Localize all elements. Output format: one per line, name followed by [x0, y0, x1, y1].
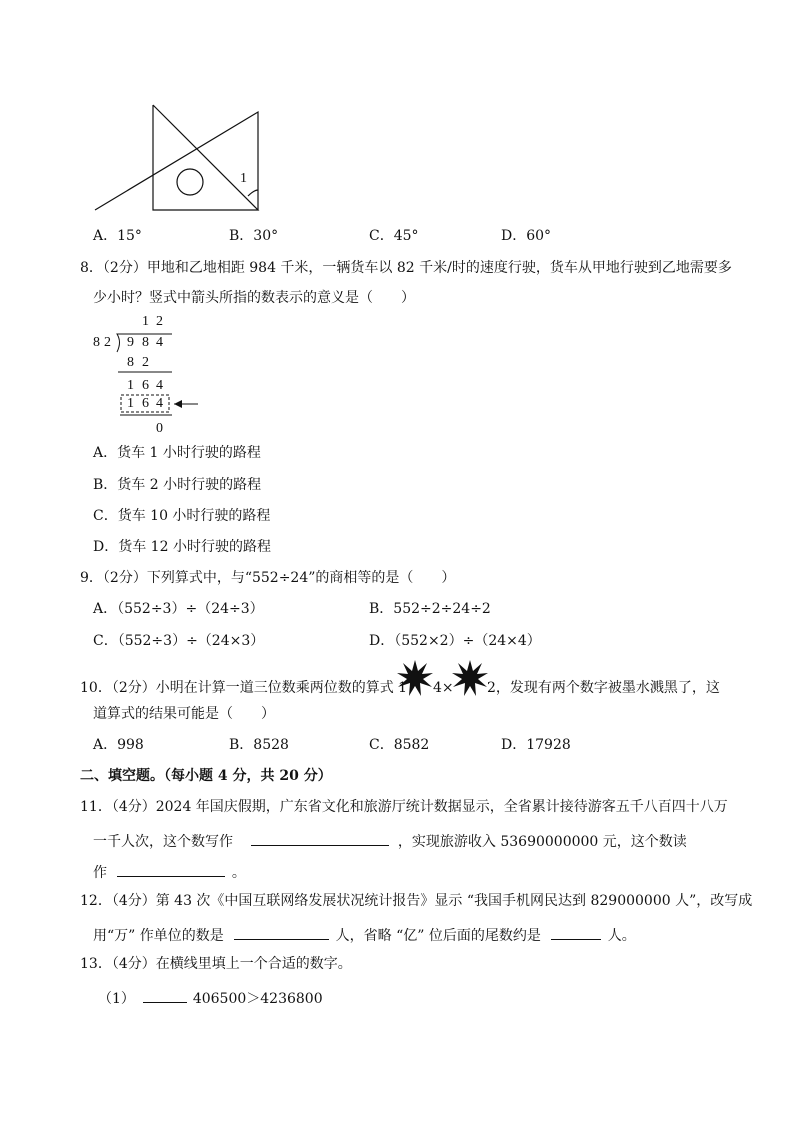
q11-stem-line2 [93, 832, 687, 849]
q11-answer-blank-1[interactable] [251, 832, 389, 846]
q10-option-c[interactable]: C．8582 [369, 737, 430, 753]
q11-text: 一千人次，这个数写作 [93, 834, 233, 850]
q12-answer-blank-2[interactable] [551, 926, 601, 940]
q11-text: 作 [93, 865, 107, 881]
q10-option-a[interactable]: A．998 [93, 737, 144, 753]
set-square-hole [177, 169, 203, 195]
q8-option-a[interactable]: A．货车 1 小时行驶的路程 [93, 445, 261, 461]
q9-stem: 9．（2分）下列算式中，与“552÷24”的商相等的是（ ） [80, 570, 456, 586]
q13-part1-expression: 406500＞4236800 [192, 991, 323, 1007]
q8-option-b[interactable]: B．货车 2 小时行驶的路程 [93, 477, 262, 493]
step2-digit: 1 [127, 378, 134, 393]
step1-digit: 8 [127, 355, 134, 370]
q7-option-b[interactable]: B．30° [229, 228, 279, 244]
q13-part1 [98, 989, 323, 1006]
q10-stem-part3: 2，发现有两个数字被墨水溅黑了，这 [487, 680, 720, 696]
q9-option-b[interactable]: B．552÷2÷24÷2 [369, 601, 491, 617]
q10-option-b[interactable]: B．8528 [229, 737, 289, 753]
step2-digit: 4 [156, 378, 163, 393]
step2-digit: 6 [142, 378, 149, 393]
q7-option-d[interactable]: D．60° [501, 228, 552, 244]
q11-stem-line1: 11．（4分）2024 年国庆假期，广东省文化和旅游厅统计数据显示，全省累计接待游客五千八百四十八万 [80, 799, 728, 815]
q7-option-c[interactable]: C．45° [369, 228, 419, 244]
step3-digit: 4 [156, 396, 163, 411]
q11-answer-blank-2[interactable] [117, 863, 225, 877]
q13-answer-blank-1[interactable] [143, 989, 187, 1003]
q11-text: ，实现旅游收入 53690000000 元，这个数读 [397, 834, 687, 850]
q13-part1-label: （1） [98, 991, 135, 1007]
q7-option-a[interactable]: A．15° [93, 228, 142, 244]
q12-text: 人，省略 “亿” 位后面的尾数约是 [335, 928, 541, 944]
remainder: 0 [156, 421, 163, 436]
q12-stem-line1: 12．（4分）第 43 次《中国互联网络发展状况统计报告》显示 “我国手机网民达到 829000000 人”，改写成 [80, 893, 753, 909]
q10-option-d[interactable]: D．17928 [501, 737, 571, 753]
step3-digit: 6 [142, 396, 149, 411]
triangle-figure [90, 100, 270, 215]
q8-option-d[interactable]: D．货车 12 小时行驶的路程 [93, 539, 271, 555]
q9-option-a[interactable]: A．（552÷3）÷（24÷3） [93, 601, 264, 617]
q11-text: 。 [231, 865, 246, 881]
q12-answer-blank-1[interactable] [234, 926, 329, 940]
section-title: 二、填空题。（每小题 4 分，共 20 分） [80, 768, 332, 784]
quotient-digit: 2 [156, 314, 163, 329]
q13-stem: 13．（4分）在横线里填上一个合适的数字。 [80, 956, 352, 972]
step3-digit: 1 [127, 396, 134, 411]
q11-stem-line3 [93, 863, 246, 880]
ink-splash-icon [397, 660, 433, 696]
dividend-digit: 8 [142, 335, 149, 350]
angle-1-label: 1 [240, 171, 247, 186]
q10-stem-part2: 4× [433, 680, 454, 696]
division-bracket [90, 312, 220, 438]
quotient-digit: 1 [142, 314, 149, 329]
step1-digit: 2 [142, 355, 149, 370]
dividend-digit: 4 [156, 335, 163, 350]
q9-option-c[interactable]: C．（552÷3）÷（24×3） [93, 633, 265, 649]
q10-stem-line2: 道算式的结果可能是（ ） [93, 706, 275, 722]
q8-option-c[interactable]: C．货车 10 小时行驶的路程 [93, 508, 271, 524]
q12-text: 人。 [607, 928, 636, 944]
q9-option-d[interactable]: D．（552×2）÷（24×4） [369, 633, 541, 649]
q12-stem-line2 [93, 926, 636, 943]
set-square-small [95, 112, 258, 210]
long-division [90, 312, 220, 438]
q8-stem-line2: 少小时？竖式中箭头所指的数表示的意义是（ ） [93, 290, 415, 306]
q8-stem-line1: 8．（2分）甲地和乙地相距 984 千米，一辆货车以 82 千米/时的速度行驶，货车从甲地行驶到乙地需要多 [80, 260, 732, 276]
ink-splash-icon [452, 660, 488, 696]
q10-stem-part1: 10．（2分）小明在计算一道三位数乘两位数的算式 1 [80, 680, 408, 696]
set-square-large [153, 105, 258, 210]
angle-1-arc [248, 190, 258, 196]
q12-text: 用“万” 作单位的数是 [93, 928, 224, 944]
divisor: 82 [93, 335, 115, 350]
dividend-digit: 9 [127, 335, 134, 350]
